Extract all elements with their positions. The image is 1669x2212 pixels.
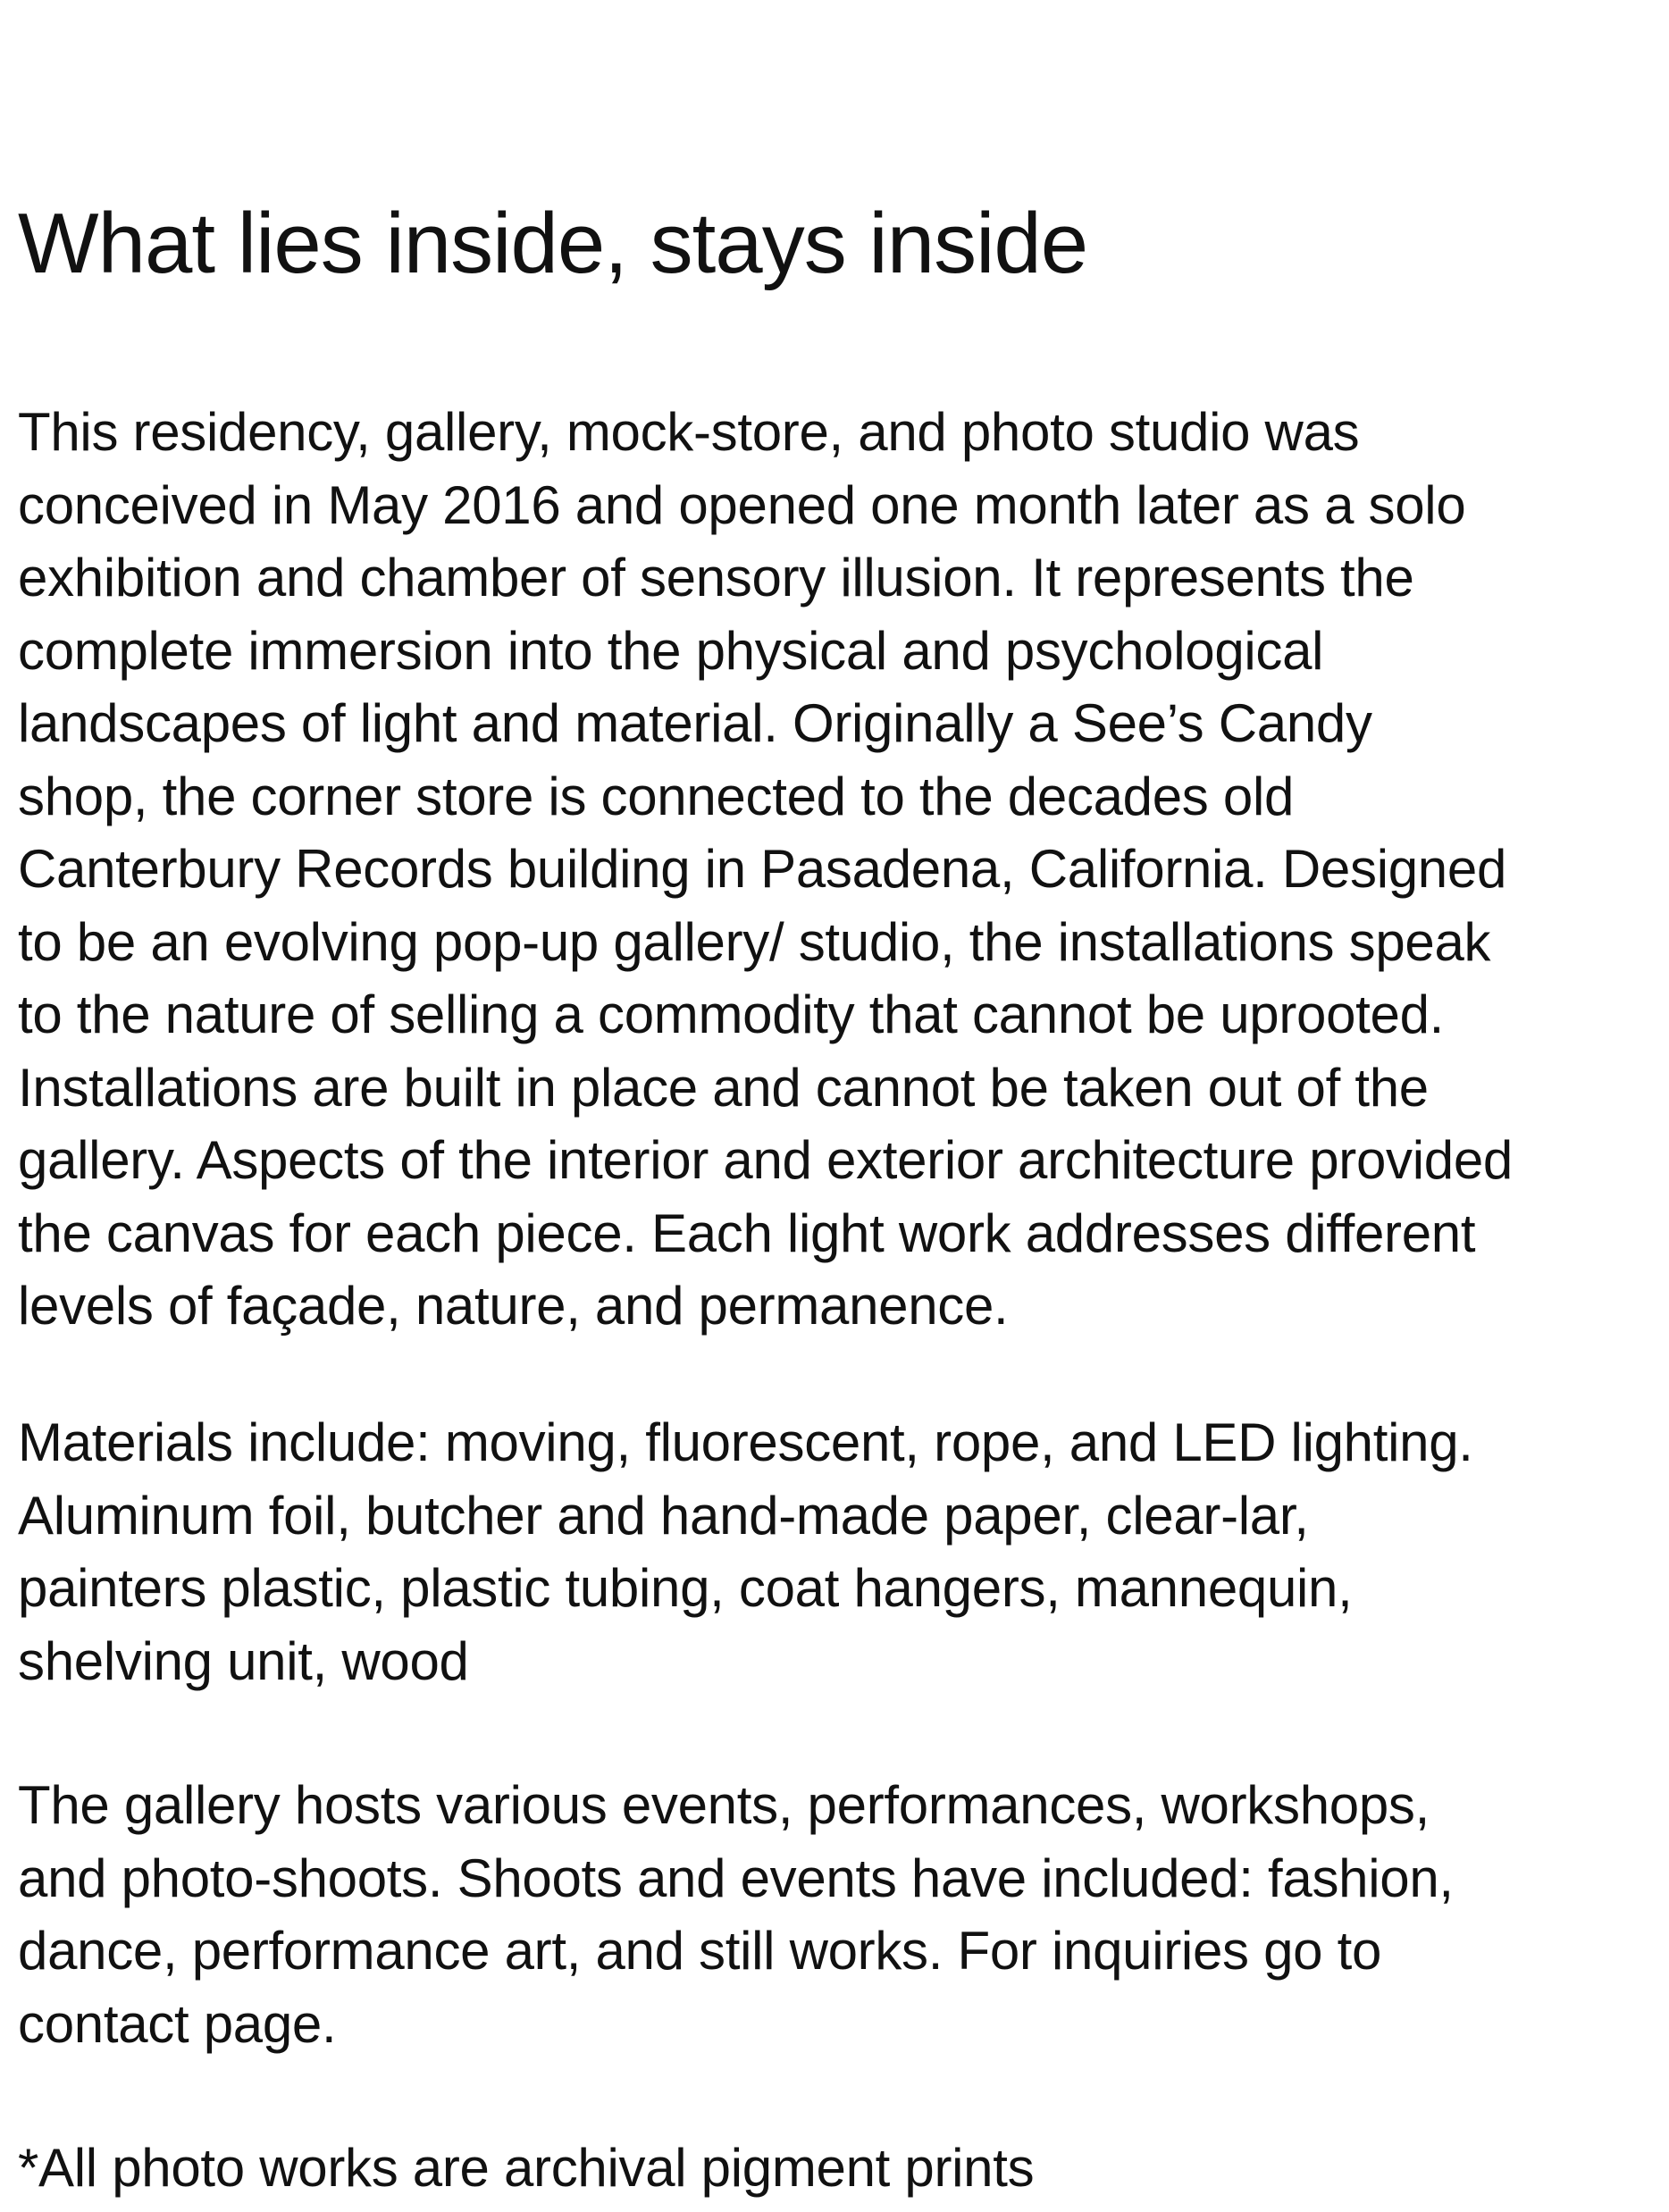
paragraph-line: This residency, gallery, mock-store, and photo studio was [18, 402, 1360, 462]
paragraph-line: to the nature of selling a commodity that cannot be uprooted. [18, 985, 1445, 1044]
paragraph-line: exhibition and chamber of sensory illusion. It represents the [18, 548, 1414, 607]
paragraph-line: contact page. [18, 1993, 337, 2054]
paragraph-line: landscapes of light and material. Originally a See’s Candy [18, 693, 1372, 753]
paragraph-line: Aluminum foil, butcher and hand-made paper, clear-lar, [18, 1485, 1309, 1546]
paragraph-line: and photo-shoots. Shoots and events have included: fashion, [18, 1848, 1454, 1908]
paragraph-line: levels of façade, nature, and permanence. [18, 1276, 1009, 1336]
paragraph-line: shelving unit, wood [18, 1630, 469, 1691]
prints-note [18, 2132, 1653, 2205]
page-title: What lies inside, stays inside [18, 196, 1088, 291]
paragraph-line: gallery. Aspects of the interior and exterior architecture provided [18, 1130, 1513, 1190]
description-paragraph [18, 396, 1653, 1343]
paragraph-line: *All photo works are archival pigment prints [18, 2138, 1035, 2198]
events-paragraph [18, 1769, 1653, 2060]
paragraph-line: to be an evolving pop-up gallery/ studio, the installations speak [18, 911, 1491, 972]
paragraph-line: dance, performance art, and still works. For inquiries go to [18, 1921, 1382, 1981]
paragraph-line: conceived in May 2016 and opened one month later as a solo [18, 474, 1466, 535]
paragraph-line: Materials include: moving, fluorescent, rope, and LED lighting. [18, 1412, 1473, 1472]
paragraph-line: the canvas for each piece. Each light work addresses different [18, 1202, 1476, 1263]
paragraph-line: painters plastic, plastic tubing, coat hangers, mannequin, [18, 1558, 1353, 1618]
paragraph-line: Installations are built in place and cannot be taken out of the [18, 1057, 1429, 1118]
paragraph-line: The gallery hosts various events, performances, workshops, [18, 1775, 1430, 1835]
paragraph-line: Canterbury Records building in Pasadena, California. Designed [18, 839, 1507, 899]
materials-paragraph [18, 1406, 1653, 1697]
paragraph-line: shop, the corner store is connected to the decades old [18, 766, 1295, 826]
paragraph-line: complete immersion into the physical and psychological [18, 620, 1324, 681]
